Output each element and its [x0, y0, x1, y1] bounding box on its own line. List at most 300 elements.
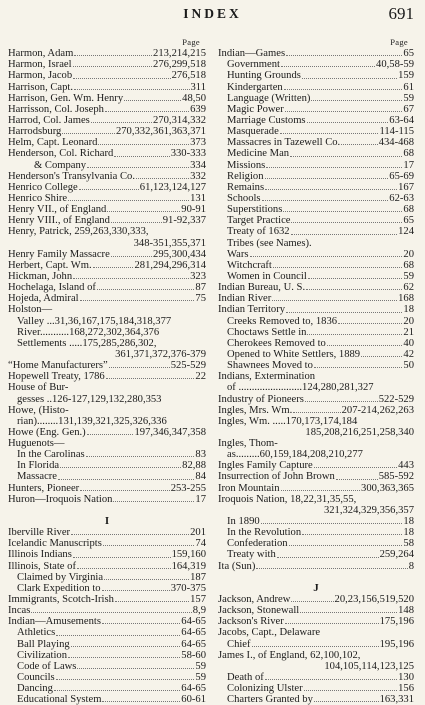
dot-leader — [307, 327, 402, 335]
index-entry — [8, 538, 206, 549]
index-entry — [8, 360, 206, 371]
index-entry-term: Shawnees Moved to — [227, 360, 313, 372]
index-entry — [8, 59, 206, 70]
index-entry-pages: 276,518 — [171, 70, 206, 82]
dot-leader — [113, 494, 194, 502]
index-entry-term: Incas — [8, 605, 31, 617]
index-entry-pages: 201 — [190, 527, 206, 539]
index-entry-term: Harrisson, Col. Joseph — [8, 103, 104, 115]
index-entry-pages: 40 — [403, 337, 414, 349]
index-entry-continuation: 321,324,329,356,357 — [323, 504, 414, 516]
index-entry-pages: 525-529 — [170, 360, 206, 372]
index-entry — [8, 650, 206, 661]
index-entry-pages: 58-60 — [181, 649, 206, 661]
index-entry-term: Massacres in Tazewell Co. — [227, 137, 341, 149]
index-entry — [218, 59, 414, 70]
index-entry-term: Henry VIII., of England — [8, 215, 110, 227]
index-entry-pages: 61,123,124,127 — [139, 181, 206, 193]
index-entry-term: Indian Bureau, U. S. — [218, 282, 306, 294]
index-entry — [218, 70, 414, 81]
dot-leader — [314, 694, 379, 702]
index-entry — [218, 249, 414, 260]
index-entry — [218, 672, 414, 683]
index-entry-pages: 17 — [403, 159, 414, 171]
dot-leader — [111, 249, 152, 257]
dot-leader — [54, 683, 180, 691]
index-entry-term: Indian—Games — [218, 48, 286, 60]
index-entry-term: Superstitions — [227, 204, 283, 216]
dot-leader — [87, 427, 134, 435]
section-letter: J — [313, 581, 319, 594]
index-entry-term: Hunters, Pioneer — [8, 482, 80, 494]
index-entry-term: Chief — [227, 638, 251, 650]
index-entry-continuation: 185,208,216,251,258,340 — [305, 426, 414, 438]
index-entry — [8, 204, 206, 215]
index-entry-pages: 20,23,156,519,520 — [334, 594, 414, 606]
index-entry-term: Jackson, Andrew — [218, 594, 291, 606]
index-entry-pages: 311 — [190, 81, 206, 93]
dot-leader — [77, 561, 171, 569]
index-entry — [218, 327, 414, 338]
index-entry — [218, 93, 414, 104]
dot-leader — [281, 59, 375, 67]
index-entry — [218, 226, 414, 237]
index-entry-pages: 91-92,337 — [162, 215, 206, 227]
index-entry-pages: 159,160 — [171, 549, 206, 561]
index-entry — [218, 471, 414, 482]
index-entry-term: & Company — [34, 159, 87, 171]
index-entry — [218, 616, 414, 627]
dot-leader — [291, 594, 333, 602]
index-entry-continuation: 361,371,372,376-379 — [115, 348, 206, 360]
index-entry — [8, 471, 206, 482]
page-column-heading: Page — [390, 37, 408, 47]
index-entry-pages: 61 — [403, 81, 414, 93]
index-entry — [218, 349, 414, 360]
index-entry-pages: 373 — [190, 137, 206, 149]
index-entry — [8, 694, 206, 705]
index-entry-pages: 62-63 — [389, 192, 414, 204]
dot-leader — [289, 538, 403, 546]
index-entry-pages: 75 — [195, 293, 206, 305]
dot-leader — [68, 650, 180, 658]
dot-leader — [73, 70, 170, 78]
index-entry — [8, 82, 206, 93]
dot-leader — [250, 249, 403, 257]
index-entry-pages: 20 — [403, 248, 414, 260]
dot-leader — [265, 672, 397, 680]
index-entry-pages: 207-214,262,263 — [341, 404, 414, 416]
index-entry — [218, 215, 414, 226]
index-entry — [8, 616, 206, 627]
dot-leader — [281, 483, 361, 491]
index-entry-term: Code of Laws — [17, 660, 77, 672]
index-entry-term: Hojeda, Admiral — [8, 293, 79, 305]
index-entry — [218, 260, 414, 271]
index-entry — [218, 137, 414, 148]
index-entry-pages: 259,264 — [379, 549, 414, 561]
index-entry-pages: 114-115 — [379, 126, 414, 138]
index-entry-term: Illinois Indians — [8, 549, 72, 561]
index-entry-term: Iberville River — [8, 527, 71, 539]
dot-leader — [302, 527, 402, 535]
index-entry-term: Missions — [227, 159, 266, 171]
index-entry-pages: 90-91 — [181, 204, 206, 216]
index-entry-pages: 68 — [403, 204, 414, 216]
index-entry-pages: 17 — [195, 493, 206, 505]
index-entry-text: of ........................124,280,281,327 — [227, 382, 374, 394]
index-entry-pages: 64-65 — [181, 683, 206, 695]
index-entry-term: Schools — [227, 192, 261, 204]
index-entry-text: Huguenots— — [8, 438, 65, 450]
index-entry — [8, 104, 206, 115]
dot-leader — [286, 48, 402, 56]
dot-leader — [306, 282, 402, 290]
index-entry-term: Hunting Grounds — [227, 70, 301, 82]
index-entry — [8, 639, 206, 650]
index-entry-term: Henry VII., of England — [8, 204, 107, 216]
index-entry-term: Death of — [227, 672, 264, 684]
index-entry — [8, 260, 206, 271]
index-entry — [218, 639, 414, 650]
index-entry — [8, 594, 206, 605]
dot-leader — [280, 126, 379, 134]
index-entry-pages: 213,214,215 — [153, 48, 206, 60]
index-entry-pages: 48,50 — [182, 92, 206, 104]
dot-leader — [261, 516, 403, 524]
index-entry — [8, 160, 206, 171]
index-entry-pages: 8,9 — [192, 605, 206, 617]
dot-leader — [283, 204, 402, 212]
dot-leader — [98, 137, 189, 145]
index-entry — [218, 405, 414, 416]
index-entry — [8, 126, 206, 137]
index-entry-pages: 164,319 — [171, 560, 206, 572]
dot-leader — [31, 605, 191, 613]
dot-leader — [314, 460, 397, 468]
dot-leader — [290, 148, 402, 156]
index-entry — [8, 293, 206, 304]
index-entry-pages: 59 — [403, 270, 414, 282]
index-entry-term: Choctaws Settle in — [227, 326, 307, 338]
index-entry-term: Councils — [17, 672, 55, 684]
index-entry-term: Cherokees Removed to — [227, 337, 326, 349]
index-entry-text: Valley ...31,36,167,175,184,318,377 — [17, 315, 172, 327]
dot-leader — [291, 215, 402, 223]
index-entry-term: Harrodsburg — [8, 126, 62, 138]
index-entry — [8, 70, 206, 81]
index-entry-pages: 68 — [403, 259, 414, 271]
dot-leader — [115, 594, 189, 602]
index-entry-pages: 59 — [403, 92, 414, 104]
index-entry-term: Industry of Pioneers — [218, 393, 304, 405]
index-entry-term: Claimed by Virginia — [17, 571, 104, 583]
index-entry-term: Masquerade — [227, 126, 279, 138]
dot-leader — [293, 405, 340, 413]
index-entry-term: Government — [227, 59, 280, 71]
index-entry-pages: 58 — [403, 538, 414, 550]
dot-leader — [103, 538, 195, 546]
index-entry — [8, 460, 206, 471]
index-entry-term: Witchcraft — [227, 259, 272, 271]
dot-leader — [252, 639, 379, 647]
dot-leader — [273, 260, 403, 268]
page-title: INDEX — [183, 6, 242, 21]
index-entry-term: Immigrants, Scotch-Irish — [8, 594, 114, 606]
index-entry-text: Indians, Extermination — [218, 371, 316, 383]
index-entry-pages: 334 — [190, 159, 206, 171]
index-entry-term: Harrison, Capt. — [8, 81, 74, 93]
index-entry-term: Religion — [227, 170, 264, 182]
dot-leader — [56, 627, 180, 635]
dot-leader — [266, 160, 402, 168]
index-entry — [218, 483, 414, 494]
index-entry — [218, 561, 414, 572]
dot-leader — [265, 182, 397, 190]
index-entry-pages: 60-61 — [181, 694, 206, 705]
index-entry — [8, 215, 206, 226]
index-entry-text: Ingles, Thom- — [218, 438, 278, 450]
index-entry — [8, 93, 206, 104]
index-column-right — [218, 37, 414, 705]
index-entry-pages: 253-255 — [170, 482, 206, 494]
index-entry-text: Ingles, Wm. .....170,173,174,184 — [218, 415, 358, 427]
index-entry — [8, 527, 206, 538]
index-entry-pages: 163,331 — [379, 694, 414, 705]
index-entry-term: Marriage Customs — [227, 114, 306, 126]
dot-leader — [74, 48, 152, 56]
index-entry-pages: 157 — [190, 594, 206, 606]
index-entry-term: Massacre — [17, 471, 58, 483]
index-entry-term: Henderson, Col. Richard — [8, 148, 114, 160]
index-entry — [218, 594, 414, 605]
index-entry-term: “Home Manufacturers” — [8, 360, 108, 372]
index-entry-pages: 50 — [403, 360, 414, 372]
index-entry — [8, 583, 206, 594]
dot-leader — [91, 115, 152, 123]
dot-leader — [307, 115, 389, 123]
dot-leader — [305, 394, 378, 402]
index-entry-term: Clark Expedition to — [17, 582, 101, 594]
dot-leader — [277, 549, 379, 557]
index-entry — [8, 483, 206, 494]
index-entry-pages: 42 — [403, 348, 414, 360]
index-entry-pages: 281,294,296,314 — [134, 259, 206, 271]
index-entry-pages: 330-333 — [170, 148, 206, 160]
index-entry-pages: 8 — [408, 560, 414, 572]
index-entry-text: River...........168,272,302,364,376 — [17, 326, 160, 338]
index-entry-pages: 124 — [398, 226, 414, 238]
index-entry — [218, 82, 414, 93]
index-entry-pages: 64-65 — [181, 638, 206, 650]
index-entry-pages: 20 — [403, 315, 414, 327]
page-header — [0, 4, 425, 26]
index-entry-term: Opened to White Settlers, 1889 — [227, 348, 361, 360]
dot-leader — [80, 293, 195, 301]
index-entry-pages: 40,58-59 — [376, 59, 414, 71]
dot-leader — [272, 293, 397, 301]
index-entry — [8, 137, 206, 148]
index-entry-term: Civilization — [17, 649, 68, 661]
index-entry-pages: 84 — [195, 471, 206, 483]
index-entry — [8, 427, 206, 438]
index-entry-term: Illinois, State of — [8, 560, 76, 572]
index-entry — [218, 394, 414, 405]
dot-leader — [87, 160, 189, 168]
index-entry-text: Henry, Patrick, 259,263,330,333, — [8, 226, 149, 238]
dot-leader — [71, 527, 189, 535]
index-entry-text: House of Bur- — [8, 382, 69, 394]
index-entry — [8, 148, 206, 159]
index-entry-text: rian)........131,139,321,325,326,336 — [17, 415, 167, 427]
index-entry — [218, 193, 414, 204]
index-entry-pages: 175,196 — [379, 616, 414, 628]
index-entry — [8, 282, 206, 293]
index-entry — [8, 605, 206, 616]
index-entry — [8, 683, 206, 694]
index-entry — [218, 48, 414, 59]
dot-leader — [124, 93, 181, 101]
index-entry-pages: 18 — [403, 516, 414, 528]
dot-leader — [104, 572, 189, 580]
index-entry-pages: 21 — [403, 326, 414, 338]
index-entry — [8, 115, 206, 126]
index-entry-pages: 585-592 — [378, 471, 414, 483]
index-entry-term: In the Carolinas — [17, 449, 85, 461]
index-entry — [8, 572, 206, 583]
index-entry-term: Indian—Amusements — [8, 616, 101, 628]
index-entry — [8, 661, 206, 672]
index-entry-term: Ingles Family Capture — [218, 460, 313, 472]
dot-leader — [265, 171, 389, 179]
section-letter: I — [104, 515, 110, 528]
dot-leader — [300, 605, 397, 613]
index-entry — [218, 316, 414, 327]
index-entry-term: Language (Written) — [227, 92, 311, 104]
dot-leader — [73, 271, 189, 279]
index-entry-pages: 187 — [190, 571, 206, 583]
index-entry — [218, 171, 414, 182]
index-entry-term: Huron—Iroquois Nation — [8, 493, 113, 505]
index-entry-pages: 62 — [403, 282, 414, 294]
index-entry-term: Helm, Capt. Leonard — [8, 137, 98, 149]
dot-leader — [338, 316, 402, 324]
index-entry-term: Target Practice — [227, 215, 291, 227]
dot-leader — [93, 260, 134, 268]
index-entry-term: Insurrection of John Brown — [218, 471, 335, 483]
index-entry-pages: 131 — [190, 192, 206, 204]
dot-leader — [286, 304, 402, 312]
index-entry — [8, 193, 206, 204]
index-entry-continuation: 104,105,114,123,125 — [324, 660, 414, 672]
index-entry-term: Herbert, Capt. Wm. — [8, 259, 92, 271]
index-entry-text: Tribes (see Names). — [227, 237, 312, 249]
dot-leader — [114, 148, 169, 156]
index-entry-pages: 64-65 — [181, 616, 206, 628]
index-entry-term: Ingles, Mrs. Wm. — [218, 404, 293, 416]
index-entry-term: Colonizing Ulster — [227, 683, 303, 695]
index-entry-pages: 639 — [190, 103, 206, 115]
page-number: 691 — [388, 4, 414, 23]
dot-leader — [341, 137, 377, 145]
index-entry-pages: 148 — [398, 605, 414, 617]
dot-leader — [285, 616, 379, 624]
index-entry-term: In 1890 — [227, 516, 260, 528]
index-entry-pages: 68 — [403, 148, 414, 160]
index-entry — [218, 182, 414, 193]
index-entry — [8, 249, 206, 260]
index-entry-term: Jackson, Stonewall — [218, 605, 300, 617]
index-entry-term: Ball Playing — [17, 638, 70, 650]
index-entry-pages: 64-65 — [181, 627, 206, 639]
index-entry-term: Harmon, Adam — [8, 48, 74, 60]
dot-leader — [285, 104, 403, 112]
index-entry — [218, 293, 414, 304]
index-entry-pages: 65-69 — [389, 170, 414, 182]
index-entry-pages: 370-375 — [170, 582, 206, 594]
index-entry-pages: 59 — [195, 660, 206, 672]
index-entry — [218, 694, 414, 705]
dot-leader — [361, 349, 402, 357]
index-entry-pages: 270,332,361,363,371 — [115, 126, 206, 138]
dot-leader — [284, 82, 403, 90]
index-entry — [218, 271, 414, 282]
index-entry — [218, 549, 414, 560]
index-entry-term: Icelandic Manuscripts — [8, 538, 102, 550]
dot-leader — [79, 182, 139, 190]
index-entry-term: Iron Mountain — [218, 482, 280, 494]
dot-leader — [109, 360, 170, 368]
index-entry-pages: 74 — [195, 538, 206, 550]
dot-leader — [256, 561, 407, 569]
dot-leader — [73, 59, 152, 67]
index-entry-pages: 130 — [398, 672, 414, 684]
index-entry-term: Harmon, Israel — [8, 59, 72, 71]
index-entry-term: Creeks Removed to, 1836 — [227, 315, 338, 327]
index-entry-term: Ita (Sun) — [218, 560, 256, 572]
dot-leader — [136, 171, 189, 179]
index-entry-text: Settlements .....175,285,286,302, — [17, 337, 157, 349]
index-entry-pages: 443 — [398, 460, 414, 472]
index-entry — [218, 516, 414, 527]
index-entry-term: Henry Family Massacre — [8, 248, 110, 260]
index-entry — [218, 360, 414, 371]
index-entry-term: Indian Territory — [218, 304, 286, 316]
index-entry-pages: 195,196 — [379, 638, 414, 650]
index-entry-term: Harmon, Jacob — [8, 70, 73, 82]
index-entry — [218, 160, 414, 171]
dot-leader — [314, 360, 402, 368]
index-entry-text: Jacobs, Capt., Delaware — [218, 627, 321, 639]
index-entry-text: Iroquois Nation, 18,22,31,35,55, — [218, 493, 357, 505]
dot-leader — [336, 471, 378, 479]
index-entry-pages: 83 — [195, 449, 206, 461]
index-entry-pages: 63-64 — [389, 114, 414, 126]
index-entry — [218, 204, 414, 215]
dot-leader — [102, 694, 180, 702]
index-entry-pages: 197,346,347,358 — [134, 426, 206, 438]
index-entry — [8, 171, 206, 182]
index-entry-term: Henderson's Transylvania Co. — [8, 170, 135, 182]
index-entry — [8, 549, 206, 560]
index-entry-term: Charters Granted by — [227, 694, 313, 705]
index-entry-pages: 156 — [398, 683, 414, 695]
index-entry-term: Wars — [227, 248, 249, 260]
index-entry-pages: 18 — [403, 527, 414, 539]
index-entry-pages: 18 — [403, 304, 414, 316]
index-entry — [218, 304, 414, 315]
index-entry-term: Hopewell Treaty, 1786 — [8, 371, 105, 383]
